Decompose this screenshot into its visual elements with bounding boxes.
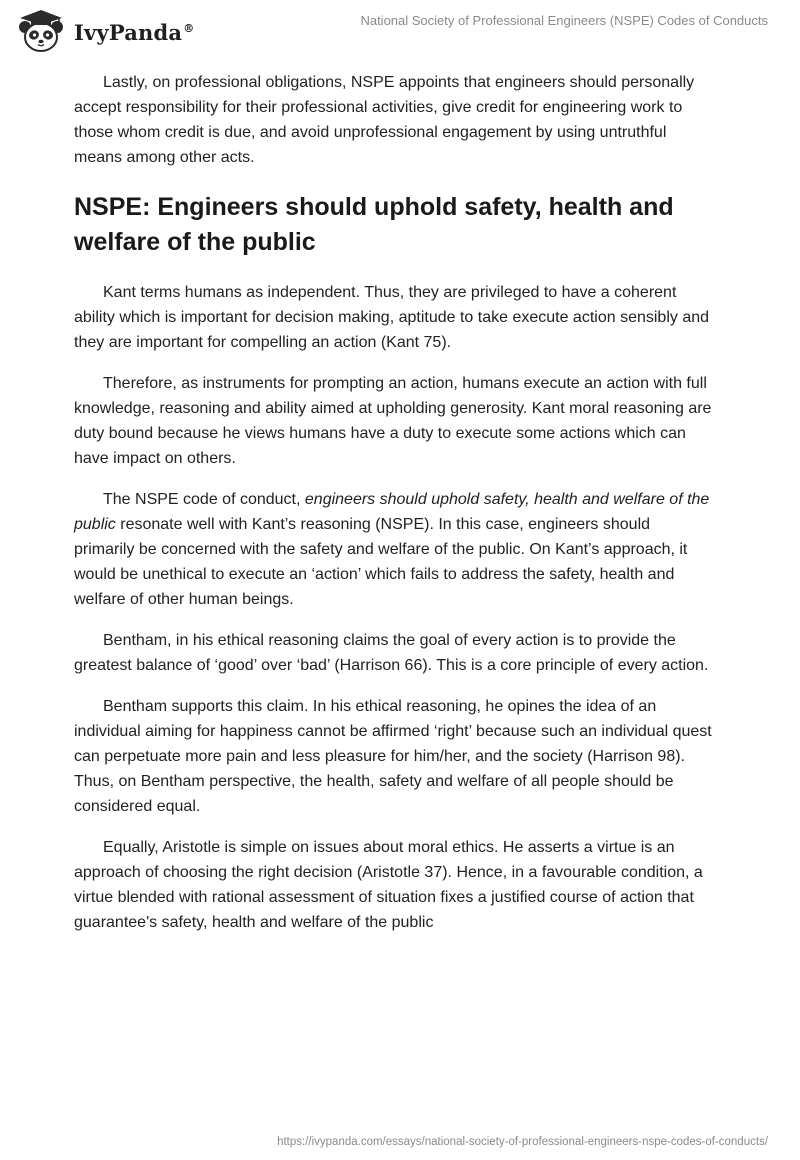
paragraph-nspe-code-rest: resonate well with Kant’s reasoning (NSPE). In this case, engineers should primarily be concerned with the safety and welfare of the public. On Kant’s approach, it would be unethical to execute an ‘action’ which fails to address the safety, health and welfare of other human beings. [74,516,688,608]
brand-logo[interactable] [14,8,194,54]
brand-name-text: IvyPanda [74,19,183,45]
paragraph-aristotle-virtue: Equally, Aristotle is simple on issues about moral ethics. He asserts a virtue is an approach of choosing the right decision (Aristotle 37). Hence, in a favourable condition, a virtue blended with rational assessment of situation fixes a justified course of action that guarantee's safety, health and welfare of the public [74,839,703,931]
paragraph-bentham-happiness: Bentham supports this claim. In his ethical reasoning, he opines the idea of an individual aiming for happiness cannot be affirmed ‘right’ because such an individual quest can perpetuate more pain and less pleasure for him/her, and the society (Harrison 98). Thus, on Bentham perspective, the health, safety and welfare of all people should be considered equal. [74,698,712,815]
document-title: National Society of Professional Engineers (NSPE) Codes of Conducts [360,13,768,28]
source-url[interactable]: https://ivypanda.com/essays/national-society-of-professional-engineers-nspe-codes-of-conducts/ [277,1136,768,1148]
paragraph-kant-duty: Therefore, as instruments for prompting an action, humans execute an action with full knowledge, reasoning and ability aimed at upholding generosity. Kant moral reasoning are duty bound because he views humans have a duty to execute some actions which can have impact on others. [74,375,712,467]
paragraph-nspe-code-quote: engineers should uphold safety, health and welfare of the public [74,491,710,533]
paragraph-professional-obligations: Lastly, on professional obligations, NSPE appoints that engineers should personally accept responsibility for their professional activities, give credit for engineering work to those whom credit is due, and avoid unprofessional engagement by using untruthful means among other acts. [74,74,695,166]
paragraph-nspe-code-lead: The NSPE code of conduct, [103,491,305,508]
page-header [0,0,800,64]
panda-graduation-cap-icon [14,8,70,54]
section-heading: NSPE: Engineers should uphold safety, health and welfare of the public [74,193,674,256]
brand-name [74,20,194,45]
paragraph-kant-independence: Kant terms humans as independent. Thus, they are privileged to have a coherent ability which is important for decision making, aptitude to take execute action sensibly and they are important for compelling an action (Kant 75). [74,284,710,351]
paragraph-bentham-balance: Bentham, in his ethical reasoning claims the goal of every action is to provide the greatest balance of ‘good’ over ‘bad’ (Harrison 66). This is a core principle of every action. [74,632,709,674]
registered-mark: ® [183,21,195,35]
paragraph-nspe-code [74,487,714,612]
essay-body [74,70,714,951]
